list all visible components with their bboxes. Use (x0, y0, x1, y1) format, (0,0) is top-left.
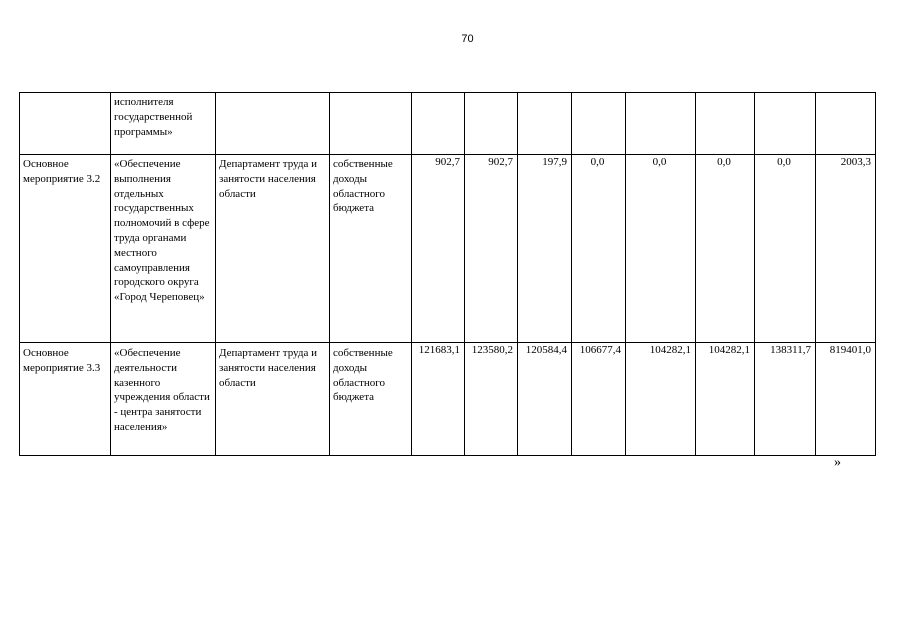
cell-year-value-5: 104282,1 (626, 343, 696, 456)
cell-measure-name: «Обеспечение деятельности казенного учреждения области - центра занятости населения» (111, 343, 216, 456)
cell-executor: Департамент труда и занятости населения области (216, 343, 330, 456)
table-row (20, 93, 876, 155)
cell-funding-source: собственные доходы областного бюджета (330, 343, 412, 456)
cell-year-value-4: 106677,4 (572, 343, 626, 456)
cell-measure-status: Основное мероприятие 3.3 (20, 343, 111, 456)
cell-year-value-7 (755, 93, 816, 155)
cell-year-value-2 (465, 93, 518, 155)
table-row (20, 155, 876, 343)
cell-year-value-4: 0,0 (572, 155, 626, 343)
cell-year-value-7: 0,0 (755, 155, 816, 343)
cell-year-value-1: 902,7 (412, 155, 465, 343)
cell-year-value-3: 120584,4 (518, 343, 572, 456)
table-body (20, 93, 876, 456)
cell-executor (216, 93, 330, 155)
cell-year-value-4 (572, 93, 626, 155)
cell-year-value-3: 197,9 (518, 155, 572, 343)
cell-measure-name: «Обеспечение выполнения отдельных государственных полномочий в сфере труда органами местного самоуправления городского округа «Город Череповец» (111, 155, 216, 343)
cell-year-value-2: 902,7 (465, 155, 518, 343)
cell-total-value: 2003,3 (816, 155, 876, 343)
budget-table (19, 92, 876, 456)
cell-year-value-1: 121683,1 (412, 343, 465, 456)
cell-measure-status (20, 93, 111, 155)
cell-year-value-6: 0,0 (696, 155, 755, 343)
cell-total-value: 819401,0 (816, 343, 876, 456)
cell-measure-name: исполнителя государственной программы» (111, 93, 216, 155)
cell-year-value-2: 123580,2 (465, 343, 518, 456)
cell-executor: Департамент труда и занятости населения области (216, 155, 330, 343)
page-number: 70 (461, 33, 474, 45)
closing-quote: » (834, 455, 841, 470)
cell-year-value-6 (696, 93, 755, 155)
cell-year-value-3 (518, 93, 572, 155)
table-row (20, 343, 876, 456)
cell-measure-status: Основное мероприятие 3.2 (20, 155, 111, 343)
cell-year-value-5: 0,0 (626, 155, 696, 343)
cell-total-value (816, 93, 876, 155)
cell-funding-source: собственные доходы областного бюджета (330, 155, 412, 343)
cell-year-value-5 (626, 93, 696, 155)
cell-year-value-1 (412, 93, 465, 155)
cell-year-value-7: 138311,7 (755, 343, 816, 456)
cell-funding-source (330, 93, 412, 155)
cell-year-value-6: 104282,1 (696, 343, 755, 456)
